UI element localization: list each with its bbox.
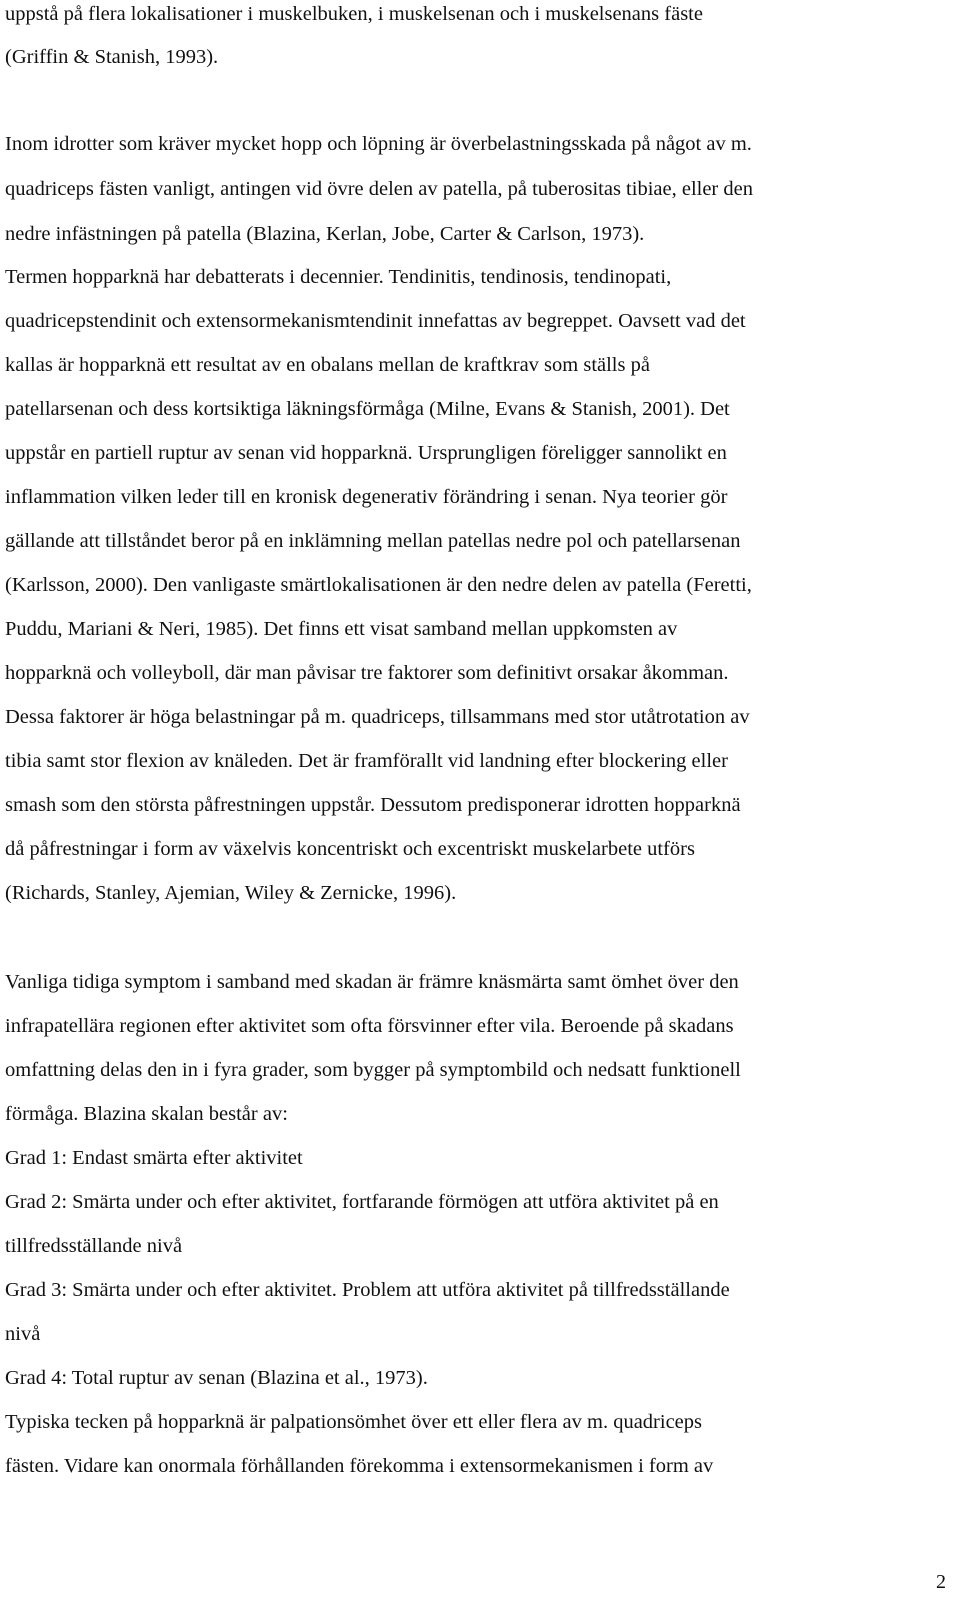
list-item: Grad 3: Smärta under och efter aktivitet. Problem att utföra aktivitet på tillfredsställande [5,1279,730,1301]
text-line: hopparknä och volleyboll, där man påvisar tre faktorer som definitivt orsakar åkomman. [5,662,729,684]
text-line: Typiska tecken på hopparknä är palpationsömhet över ett eller flera av m. quadriceps [5,1411,702,1433]
list-item: Grad 2: Smärta under och efter aktivitet, fortfarande förmögen att utföra aktivitet på en [5,1191,719,1213]
text-line: Inom idrotter som kräver mycket hopp och löpning är överbelastningsskada på något av m. [5,133,752,155]
text-line: patellarsenan och dess kortsiktiga läkningsförmåga (Milne, Evans & Stanish, 2001). Det [5,398,730,420]
text-line: (Karlsson, 2000). Den vanligaste smärtlokalisationen är den nedre delen av patella (Feretti, [5,574,752,596]
list-item-continuation: nivå [5,1323,41,1345]
text-line: förmåga. Blazina skalan består av: [5,1103,288,1125]
text-line: Puddu, Mariani & Neri, 1985). Det finns ett visat samband mellan uppkomsten av [5,618,678,640]
text-line: (Griffin & Stanish, 1993). [5,46,219,68]
text-line: fästen. Vidare kan onormala förhållanden förekomma i extensormekanismen i form av [5,1455,714,1477]
text-line: nedre infästningen på patella (Blazina, Kerlan, Jobe, Carter & Carlson, 1973). [5,223,645,245]
text-line: Termen hopparknä har debatterats i decennier. Tendinitis, tendinosis, tendinopati, [5,266,672,288]
list-item-continuation: tillfredsställande nivå [5,1235,183,1257]
text-line: gällande att tillståndet beror på en inklämning mellan patellas nedre pol och patellarsenan [5,530,741,552]
text-line: Dessa faktorer är höga belastningar på m. quadriceps, tillsammans med stor utåtrotation av [5,706,750,728]
page-number: 2 [936,1571,946,1593]
text-line: smash som den största påfrestningen uppstår. Dessutom predisponerar idrotten hopparknä [5,794,741,816]
text-line: infrapatellära regionen efter aktivitet som ofta försvinner efter vila. Beroende på skadans [5,1015,734,1037]
text-line: quadriceps fästen vanligt, antingen vid övre delen av patella, på tuberositas tibiae, eller den [5,178,753,200]
text-line: inflammation vilken leder till en kronisk degenerativ förändring i senan. Nya teorier gör [5,486,728,508]
text-line: Vanliga tidiga symptom i samband med skadan är främre knäsmärta samt ömhet över den [5,971,739,993]
text-line: tibia samt stor flexion av knäleden. Det är framförallt vid landning efter blockering eller [5,750,728,772]
text-line: uppstå på flera lokalisationer i muskelbuken, i muskelsenan och i muskelsenans fäste [5,3,703,25]
text-line: omfattning delas den in i fyra grader, som bygger på symptombild och nedsatt funktionell [5,1059,741,1081]
text-line: då påfrestningar i form av växelvis koncentriskt och excentriskt muskelarbete utförs [5,838,695,860]
text-line: quadricepstendinit och extensormekanismtendinit innefattas av begreppet. Oavsett vad det [5,310,746,332]
text-line: uppstår en partiell ruptur av senan vid hopparknä. Ursprungligen föreligger sannolikt en [5,442,727,464]
list-item: Grad 1: Endast smärta efter aktivitet [5,1147,303,1169]
text-line: kallas är hopparknä ett resultat av en obalans mellan de kraftkrav som ställs på [5,354,650,376]
text-line: (Richards, Stanley, Ajemian, Wiley & Zernicke, 1996). [5,882,457,904]
list-item: Grad 4: Total ruptur av senan (Blazina et al., 1973). [5,1367,428,1389]
